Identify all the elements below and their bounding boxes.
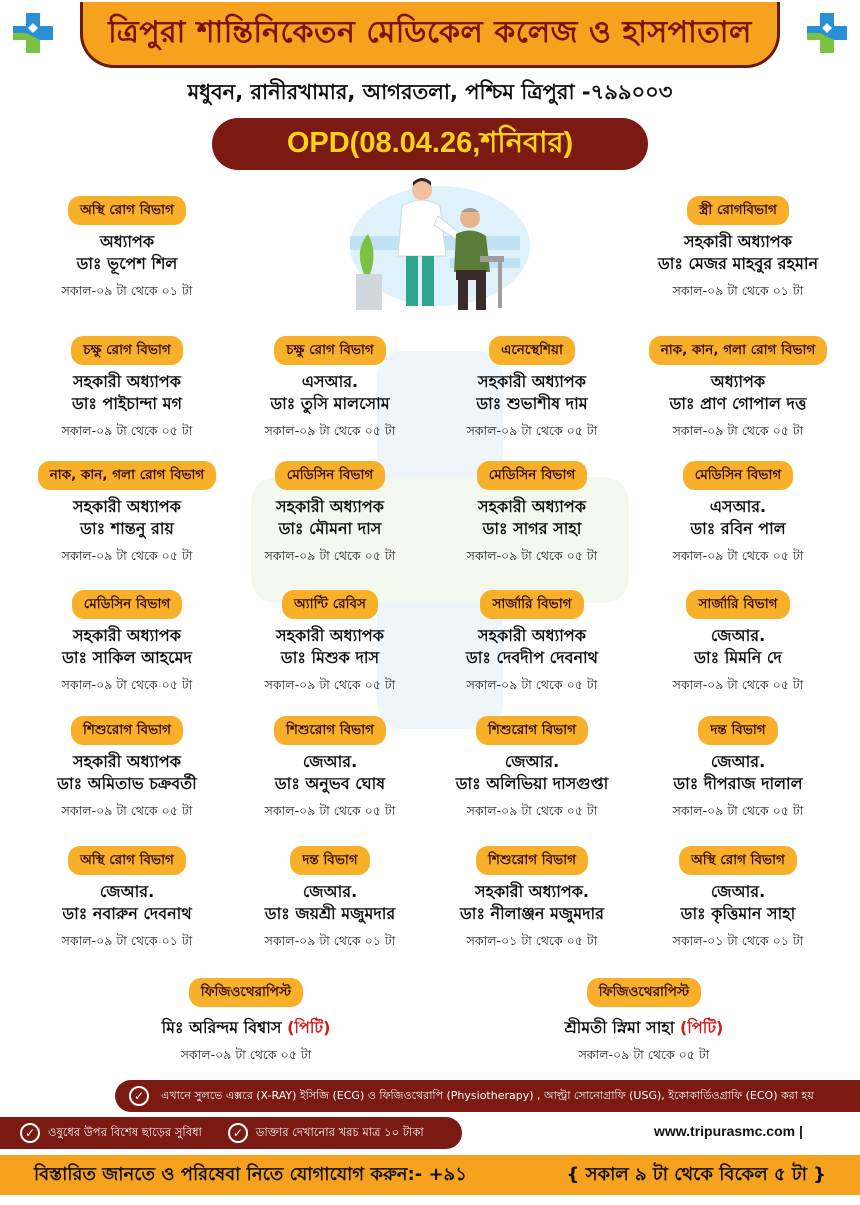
designation: সহকারী অধ্যাপক: [478, 626, 586, 645]
department-label: অস্থি রোগ বিভাগ: [68, 846, 186, 875]
opd-time: সকাল-০৯ টা থেকে ০৫ টা: [61, 548, 193, 563]
doctor-name: ডাঃ শান্তনু রায়: [80, 519, 174, 538]
doctor-patient-illustration-icon: [330, 176, 530, 318]
pt-tag: (পিটি): [287, 1018, 331, 1037]
designation: অধ্যাপক: [710, 372, 766, 391]
opd-time: সকাল-০৯ টা থেকে ০৫ টা: [466, 423, 598, 438]
department-label: মেডিসিন বিভাগ: [477, 461, 588, 490]
opd-time: সকাল-০৯ টা থেকে ০৫ টা: [578, 1047, 710, 1062]
department-label: চক্ষু রোগ বিভাগ: [274, 336, 386, 365]
designation: সহকারী অধ্যাপক: [478, 497, 586, 516]
check-circle-icon: ✓: [228, 1123, 248, 1143]
opd-time: সকাল-০৯ টা থেকে ০৫ টা: [264, 677, 396, 692]
doctor-card: [27, 336, 227, 443]
doctor-card: [230, 336, 430, 443]
doctor-name: ডাঃ দেবদীপ দেবনাথ: [465, 648, 599, 667]
service-hours: { সকাল ৯ টা থেকে বিকেল ৫ টা }: [566, 1163, 826, 1185]
designation: এসআর.: [709, 497, 767, 516]
doctor-card: [432, 336, 632, 443]
opd-time: সকাল-০৯ টা থেকে ০৫ টা: [61, 677, 193, 692]
doctor-card: [27, 590, 227, 697]
department-label: নাক, কান, গলা রোগ বিভাগ: [38, 461, 217, 490]
doctor-name: ডাঃ রবিন পাল: [690, 519, 786, 538]
opd-time: সকাল-০৯ টা থেকে ০৫ টা: [466, 677, 598, 692]
opd-time: সকাল-০৯ টা থেকে ০১ টা: [672, 283, 804, 298]
hospital-title: ত্রিপুরা শান্তিনিকেতন মেডিকেল কলেজ ও হাসপাতাল: [108, 15, 752, 50]
department-label: শিশুরোগ বিভাগ: [476, 716, 588, 745]
opd-time: সকাল-০৯ টা থেকে ০৫ টা: [466, 803, 598, 818]
doctor-name: মিঃ অরিন্দম বিশ্বাস (পিটি): [161, 1018, 331, 1037]
offers-strip: [0, 1117, 462, 1149]
doctor-card: [638, 461, 838, 568]
department-label: স্ত্রী রোগবিভাগ: [687, 196, 789, 225]
doctor-card: [638, 716, 838, 823]
department-label: ফিজিওথেরাপিস্ট: [587, 978, 701, 1007]
opd-time: সকাল-০৯ টা থেকে ০৫ টা: [672, 677, 804, 692]
offer-discount: ওষুধের উপর বিশেষ ছাড়ের সুবিধা: [48, 1124, 202, 1139]
opd-time: সকাল-০৯ টা থেকে ০১ টা: [61, 283, 193, 298]
department-label: মেডিসিন বিভাগ: [72, 590, 183, 619]
department-label: চক্ষু রোগ বিভাগ: [71, 336, 183, 365]
department-label: ফিজিওথেরাপিস্ট: [189, 978, 303, 1007]
contact-footer: [0, 1155, 860, 1195]
doctor-card: [230, 461, 430, 568]
opd-time: সকাল-০৯ টা থেকে ০৫ টা: [61, 803, 193, 818]
opd-time: সকাল-০১ টা থেকে ০৫ টা: [466, 933, 598, 948]
doctor-card: [230, 846, 430, 953]
doctor-name: ডাঃ অনুভব ঘোষ: [274, 774, 386, 793]
department-label: নাক, কান, গলা রোগ বিভাগ: [649, 336, 828, 365]
doctor-card: [230, 590, 430, 697]
designation: সহকারী অধ্যাপক: [276, 626, 384, 645]
doctor-name: ডাঃ সাগর সাহা: [482, 519, 582, 538]
check-circle-icon: ✓: [129, 1086, 149, 1106]
department-label: সার্জারি বিভাগ: [480, 590, 583, 619]
doctor-name: ডাঃ শুভাশীষ দাম: [476, 394, 588, 413]
doctor-card: [27, 846, 227, 953]
department-label: অ্যান্টি রেবিস: [282, 590, 378, 619]
department-label: শিশুরোগ বিভাগ: [71, 716, 183, 745]
hospital-address: মধুবন, রানীরখামার, আগরতলা, পশ্চিম ত্রিপুরা -৭৯৯০০৩: [187, 80, 673, 104]
designation: জেআর.: [302, 752, 358, 771]
opd-time: সকাল-০৯ টা থেকে ০৫ টা: [672, 548, 804, 563]
doctor-card: [432, 590, 632, 697]
doctor-name: ডাঃ নবারুন দেবনাথ: [62, 904, 192, 923]
check-circle-icon: ✓: [20, 1123, 40, 1143]
contact-text: বিস্তারিত জানতে ও পরিষেবা নিতে যোগাযোগ করুন:- +৯১: [34, 1163, 467, 1185]
doctor-card: [638, 336, 838, 443]
doctor-name: ডাঃ কৃত্তিমান সাহা: [680, 904, 796, 923]
department-label: মেডিসিন বিভাগ: [683, 461, 794, 490]
department-label: অস্থি রোগ বিভাগ: [68, 196, 186, 225]
designation: সহকারী অধ্যাপক: [684, 232, 792, 251]
opd-date-pill: [212, 118, 648, 170]
designation: অধ্যাপক: [99, 232, 155, 251]
department-label: অস্থি রোগ বিভাগ: [679, 846, 797, 875]
doctor-card: [432, 846, 632, 953]
designation: সহকারী অধ্যাপক: [73, 752, 181, 771]
doctor-card: [432, 461, 632, 568]
department-label: সার্জারি বিভাগ: [686, 590, 789, 619]
designation: এসআর.: [301, 372, 359, 391]
doctor-card: [638, 590, 838, 697]
designation: জেআর.: [710, 752, 766, 771]
department-label: শিশুরোগ বিভাগ: [476, 846, 588, 875]
designation: সহকারী অধ্যাপক.: [475, 882, 589, 901]
designation: সহকারী অধ্যাপক: [478, 372, 586, 391]
hospital-logo-icon: [804, 10, 850, 56]
doctor-card: [638, 846, 838, 953]
physio-card: [514, 978, 774, 1067]
doctor-name: শ্রীমতী স্নিমা সাহা (পিটি): [564, 1018, 724, 1037]
department-label: এনেস্থেশিয়া: [489, 336, 575, 365]
doctor-name: ডাঃ মেজর মাহবুর রহমান: [657, 254, 819, 273]
doctor-name: ডাঃ জয়শ্রী মজুমদার: [264, 904, 396, 923]
doctor-name: ডাঃ অলিভিয়া দাসগুপ্তা: [455, 774, 609, 793]
opd-time: সকাল-০৯ টা থেকে ০৫ টা: [466, 548, 598, 563]
opd-time: সকাল-০৯ টা থেকে ০১ টা: [264, 933, 396, 948]
opd-date: OPD(08.04.26,শনিবার): [286, 126, 574, 159]
doctor-name: ডাঃ প্রাণ গোপাল দত্ত: [669, 394, 807, 413]
physio-card: [116, 978, 376, 1067]
doctor-name: ডাঃ মিমনি দে: [694, 648, 782, 667]
doctor-name: ডাঃ পাইচান্দা মগ: [71, 394, 183, 413]
website-link[interactable]: www.tripurasmc.com |: [654, 1123, 803, 1139]
designation: জেআর.: [710, 882, 766, 901]
pt-tag: (পিটি): [679, 1018, 724, 1037]
designation: সহকারী অধ্যাপক: [276, 497, 384, 516]
opd-time: সকাল-০৯ টা থেকে ০৫ টা: [672, 423, 804, 438]
opd-time: সকাল-০৯ টা থেকে ০১ টা: [61, 933, 193, 948]
doctor-card: [27, 196, 227, 303]
department-label: মেডিসিন বিভাগ: [275, 461, 386, 490]
services-strip: [115, 1080, 860, 1112]
opd-time: সকাল-০১ টা থেকে ০১ টা: [672, 933, 804, 948]
department-label: শিশুরোগ বিভাগ: [274, 716, 386, 745]
doctor-name: ডাঃ মৌমনা দাস: [278, 519, 382, 538]
doctor-card: [638, 196, 838, 303]
doctor-name: ডাঃ অমিতাভ চক্রবর্তী: [57, 774, 197, 793]
designation: জেআর.: [504, 752, 560, 771]
opd-time: সকাল-০৯ টা থেকে ০৫ টা: [264, 548, 396, 563]
opd-time: সকাল-০৯ টা থেকে ০৫ টা: [180, 1047, 312, 1062]
opd-time: সকাল-০৯ টা থেকে ০৫ টা: [61, 423, 193, 438]
services-text: এখানে সুলভে এক্সরে (X-RAY) ইসিজি (ECG) ও ফিজিওথেরাপি (Physiotherapy) , আল্ট্রা সোনোগ্রাফি (USG), ইকোকার্ডিওগ্রাফি (ECO) করা হয়: [161, 1088, 814, 1102]
designation: সহকারী অধ্যাপক: [73, 372, 181, 391]
department-label: দন্ত বিভাগ: [290, 846, 369, 875]
doctor-name: ডাঃ নীলাঞ্জন মজুমদার: [460, 904, 604, 923]
doctor-name: ডাঃ ভূপেশ শিল: [76, 254, 178, 273]
designation: জেআর.: [710, 626, 766, 645]
offer-fee: ডাক্তার দেখানোর খরচ মাত্র ১০ টাকা: [255, 1124, 424, 1139]
doctor-name: ডাঃ দীপরাজ দালাল: [673, 774, 803, 793]
opd-time: সকাল-০৯ টা থেকে ০৫ টা: [672, 803, 804, 818]
doctor-card: [27, 716, 227, 823]
hospital-logo-icon: [10, 10, 56, 56]
doctor-name: ডাঃ মিশুক দাস: [280, 648, 380, 667]
designation: জেআর.: [99, 882, 155, 901]
designation: জেআর.: [302, 882, 358, 901]
title-banner: [80, 2, 780, 68]
doctor-card: [432, 716, 632, 823]
doctor-card: [230, 716, 430, 823]
doctor-card: [27, 461, 227, 568]
opd-time: সকাল-০৯ টা থেকে ০৫ টা: [264, 803, 396, 818]
opd-time: সকাল-০৯ টা থেকে ০৫ টা: [264, 423, 396, 438]
doctor-name: ডাঃ তুসি মালসোম: [270, 394, 390, 413]
doctor-name: ডাঃ সাকিল আহমেদ: [62, 648, 192, 667]
designation: সহকারী অধ্যাপক: [73, 626, 181, 645]
department-label: দন্ত বিভাগ: [698, 716, 777, 745]
designation: সহকারী অধ্যাপক: [73, 497, 181, 516]
